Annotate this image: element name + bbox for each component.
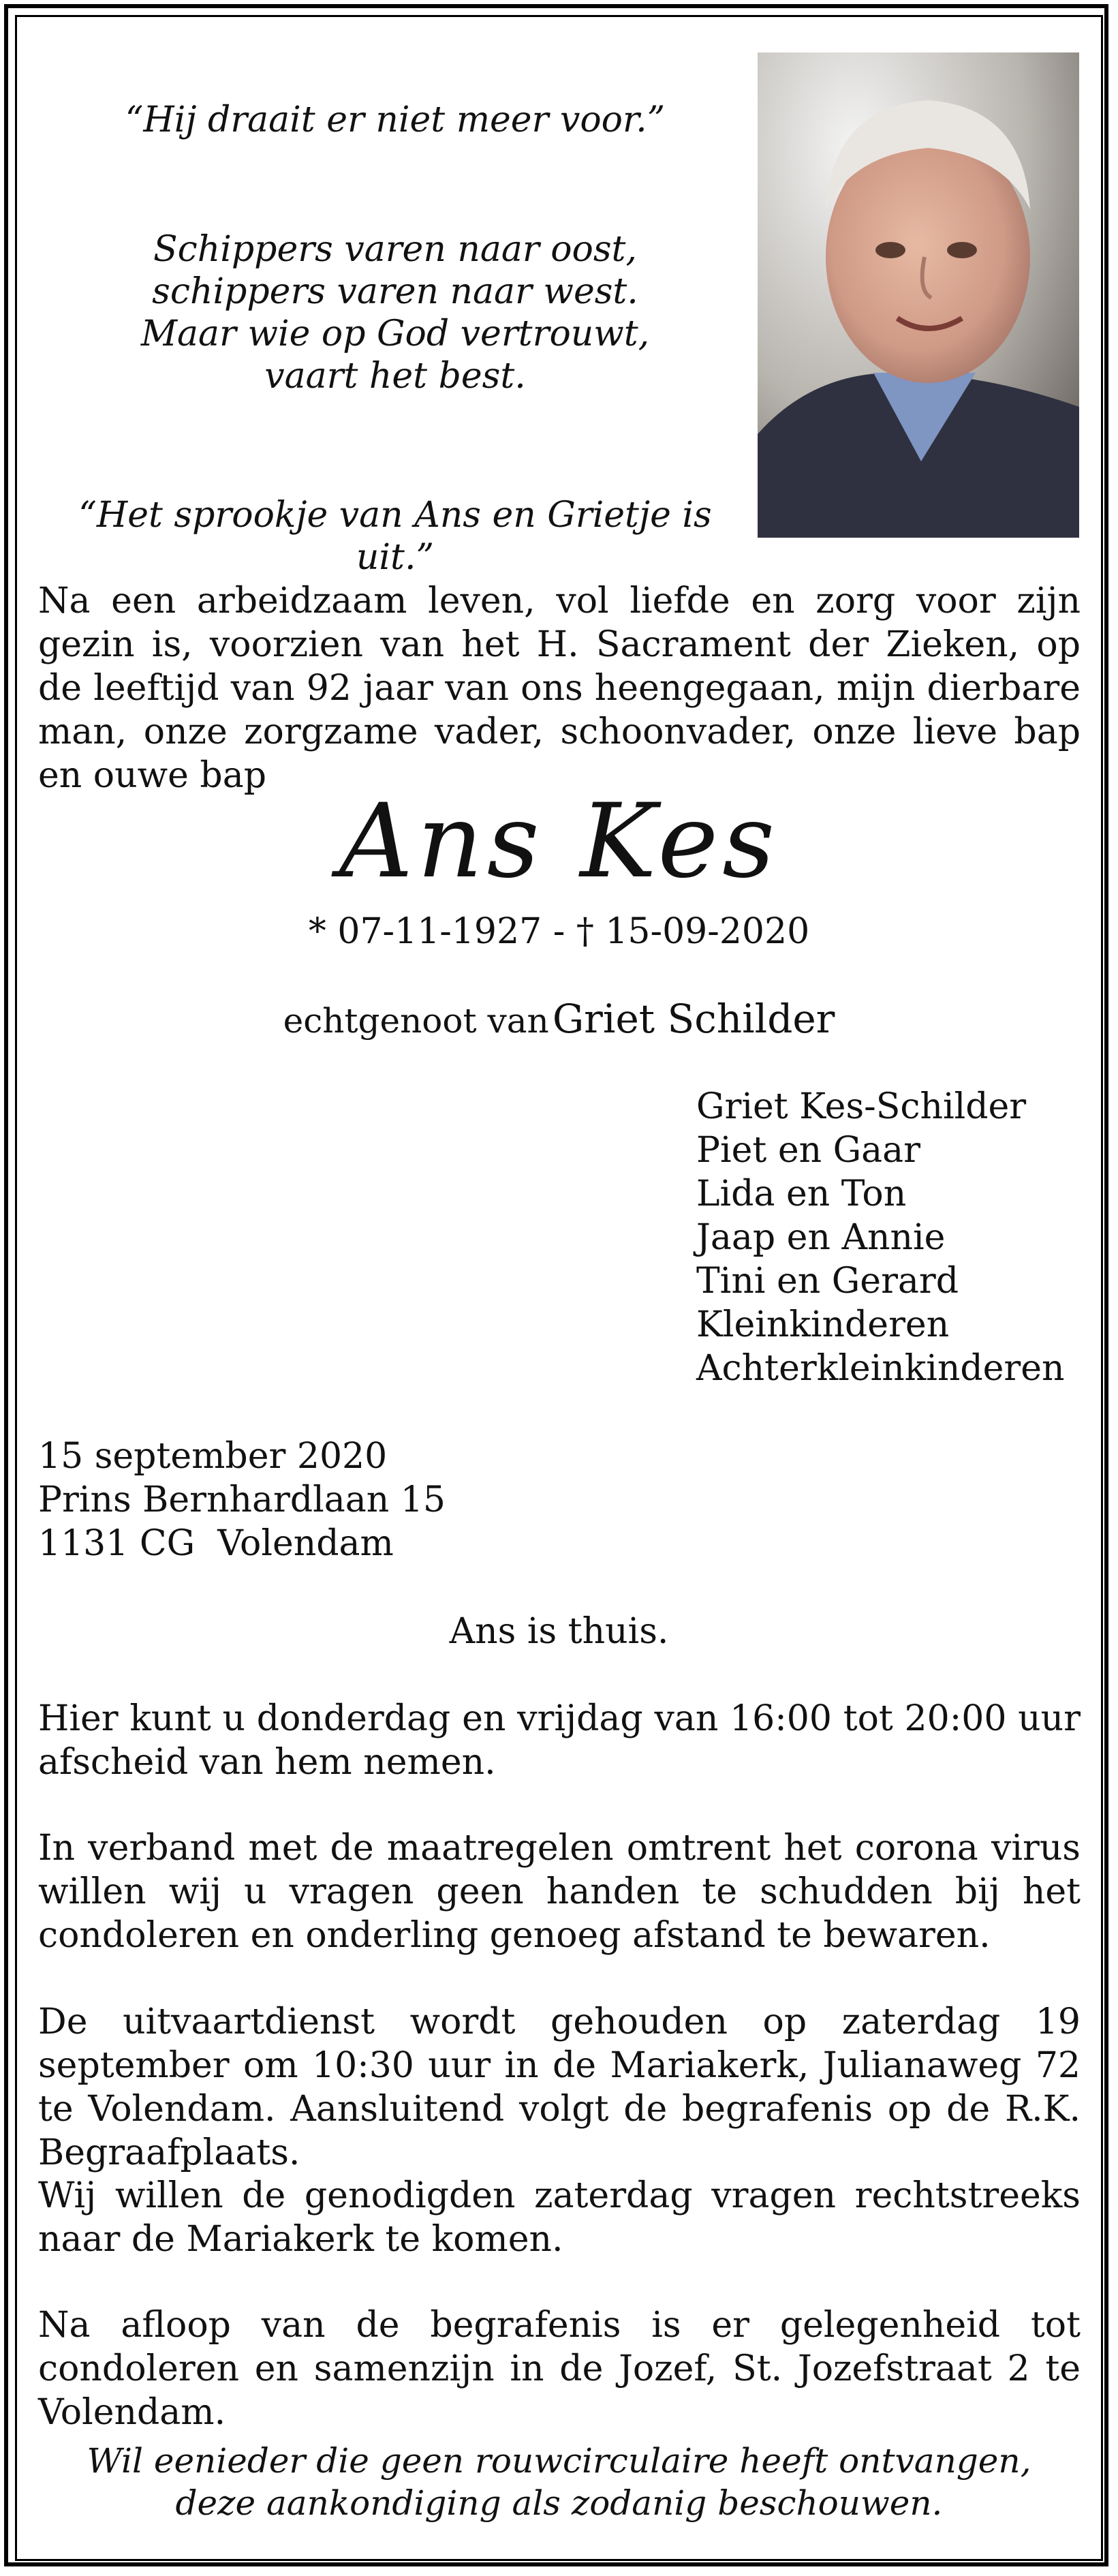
portrait-illustration (758, 52, 1079, 538)
family-list (696, 1085, 1091, 1390)
list-item: Kleinkinderen (696, 1304, 950, 1345)
closing-note (0, 2440, 1118, 2524)
list-item: Jaap en Annie (696, 1217, 946, 1258)
address-city: 1131 CG Volendam (38, 1523, 394, 1564)
poem-line: schippers varen naar west. (152, 271, 638, 312)
closing-line: deze aankondiging als zodanig beschouwen. (175, 2483, 943, 2523)
list-item: Tini en Gerard (696, 1261, 959, 1302)
poem (41, 228, 749, 397)
list-item: Piet en Gaar (696, 1130, 921, 1171)
paragraph-visitation: Hier kunt u donderdag en vrijdag van 16:00 tot 20:00 uur afscheid van hem nemen. (38, 1698, 1081, 1783)
paragraph-corona: In verband met de maatregelen omtrent het corona virus willen wij u vragen geen handen te schudden bij het condoleren en onderling genoeg afstand te bewaren. (38, 1828, 1081, 1956)
address-date: 15 september 2020 (38, 1436, 388, 1477)
list-item: Achterkleinkinderen (696, 1348, 1065, 1389)
spouse-name: Griet Schilder (552, 996, 835, 1042)
address-street: Prins Bernhardlaan 15 (38, 1479, 446, 1520)
address-block (38, 1435, 651, 1565)
paragraph-condolence: Na afloop van de begrafenis is er gelegenheid tot condoleren en samenzijn in de Jozef, St. Jozefstraat 2 te Volendam. (38, 2305, 1081, 2433)
poem-line: vaart het best. (264, 356, 526, 397)
list-item: Griet Kes-Schilder (696, 1086, 1027, 1127)
spouse-prefix: echtgenoot van (283, 1001, 549, 1041)
home-notice: Ans is thuis. (449, 1611, 669, 1652)
list-item: Lida en Ton (696, 1174, 907, 1214)
spouse-line (0, 995, 1118, 1053)
closing-line: Wil eenieder die geen rouwcirculaire heeft ontvangen, (87, 2441, 1031, 2481)
deceased-name: Ans Kes (339, 782, 779, 901)
quote-2: “Het sprookje van Ans en Grietje is uit.” (78, 495, 712, 578)
intro-paragraph: Na een arbeidzaam leven, vol liefde en zorg voor zijn gezin is, voorzien van het H. Sacrament der Zieken, op de leeftijd van 92 jaar van ons heengegaan, mijn dierbare man, onze zorgzame vader, schoonvader, onze lieve bap en ouwe bap (38, 581, 1081, 796)
life-dates: * 07-11-1927 - † 15-09-2020 (308, 911, 810, 952)
quote-1: “Hij draait er niet meer voor.” (125, 99, 666, 140)
poem-line: Schippers varen naar oost, (153, 229, 637, 270)
portrait-photo (758, 52, 1079, 538)
poem-line: Maar wie op God vertrouwt, (140, 313, 650, 354)
paragraph-service: De uitvaartdienst wordt gehouden op zaterdag 19 september om 10:30 uur in de Mariakerk, Julianaweg 72 te Volendam. Aansluitend volgt de begrafenis op de R.K. Begraafplaats. (38, 2002, 1081, 2173)
paragraph-invitation: Wij willen de genodigden zaterdag vragen rechtstreeks naar de Mariakerk te komen. (38, 2175, 1081, 2260)
